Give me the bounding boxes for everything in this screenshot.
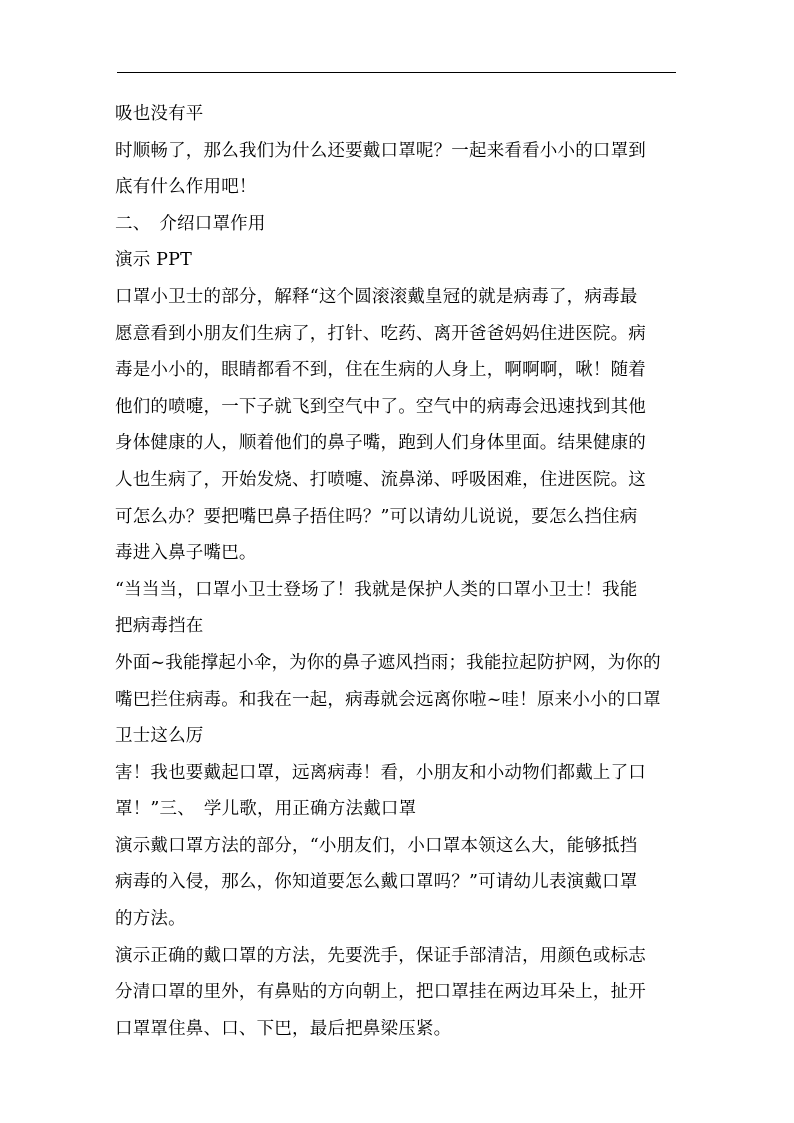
- text-line: 卫士这么厉: [115, 726, 204, 747]
- text-line: 演示戴口罩方法的部分，“小朋友们，小口罩本领这么大，能够抵挡: [115, 835, 638, 856]
- text-line: 毒是小小的，眼睛都看不到，住在生病的人身上，啊啊啊，啾！随着: [115, 360, 646, 381]
- text-line: 演示 PPT: [115, 250, 192, 271]
- text-line: 时顺畅了，那么我们为什么还要戴口罩呢？一起来看看小小的口罩到: [115, 140, 646, 161]
- text-line: 毒进入鼻子嘴巴。: [115, 543, 257, 564]
- section-heading: 罩！”三、 学儿歌，用正确方法戴口罩: [115, 799, 417, 820]
- text-line: 的方法。: [115, 909, 186, 930]
- section-heading: 二、 介绍口罩作用: [115, 213, 266, 234]
- text-line: 愿意看到小朋友们生病了，打针、吃药、离开爸爸妈妈住进医院。病: [115, 323, 646, 344]
- document-body: [115, 96, 685, 1047]
- text-line: 底有什么作用吧！: [115, 177, 257, 198]
- text-line: “当当当，口罩小卫士登场了！我就是保护人类的口罩小卫士！我能: [115, 579, 638, 600]
- text-line: 外面~我能撑起小伞，为你的鼻子遮风挡雨；我能拉起防护网，为你的: [115, 652, 661, 673]
- text-line: 分清口罩的里外，有鼻贴的方向朝上，把口罩挂在两边耳朵上，扯开: [115, 982, 646, 1003]
- text-line: 嘴巴拦住病毒。和我在一起，病毒就会远离你啦~哇！原来小小的口罩: [115, 689, 661, 710]
- text-line: 他们的喷嚏，一下子就飞到空气中了。空气中的病毒会迅速找到其他: [115, 396, 646, 417]
- text-line: 病毒的入侵，那么，你知道要怎么戴口罩吗？”可请幼儿表演戴口罩: [115, 872, 638, 893]
- text-line: 吸也没有平: [115, 104, 204, 124]
- text-line: 口罩罩住鼻、口、下巴，最后把鼻梁压紧。: [115, 1018, 452, 1039]
- header-rule: [117, 72, 676, 73]
- text-line: 把病毒挡在: [115, 616, 204, 637]
- text-line: 身体健康的人，顺着他们的鼻子嘴，跑到人们身体里面。结果健康的: [115, 433, 646, 454]
- text-line: 口罩小卫士的部分，解释“这个圆滚滚戴皇冠的就是病毒了，病毒最: [115, 286, 638, 307]
- text-line: 害！我也要戴起口罩，远离病毒！看，小朋友和小动物们都戴上了口: [115, 762, 646, 783]
- text-line: 演示正确的戴口罩的方法，先要洗手，保证手部清洁，用颜色或标志: [115, 945, 646, 966]
- text-line: 可怎么办？要把嘴巴鼻子捂住吗？”可以请幼儿说说，要怎么挡住病: [115, 506, 638, 527]
- text-line: 人也生病了，开始发烧、打喷嚏、流鼻涕、呼吸困难，住进医院。这: [115, 469, 646, 490]
